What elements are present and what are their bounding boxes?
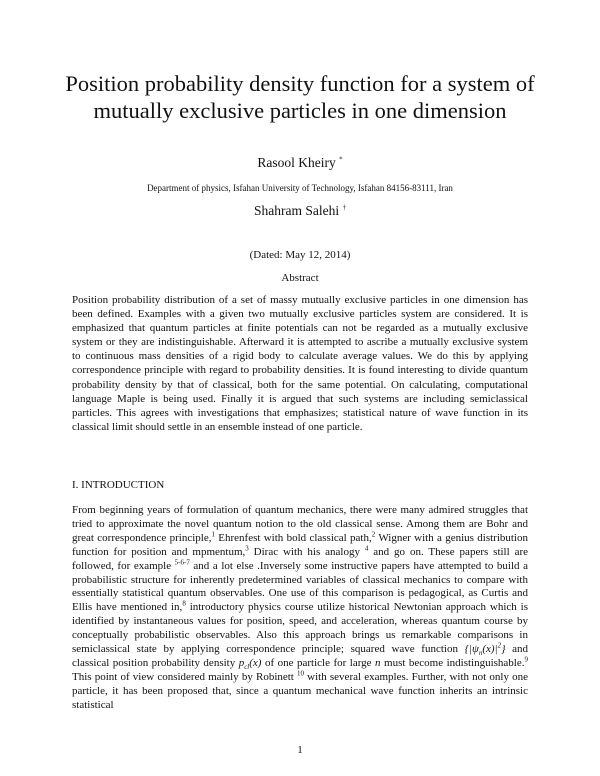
title-line-2: mutually exclusive particles in one dimension [93, 98, 507, 123]
citation-ref: 1 [211, 530, 215, 539]
introduction-body [72, 504, 528, 713]
introduction-paragraph: From beginning years of formulation of quantum mechanics, there were many admired struggles that tried to approximate the novel quantum notion to the old classical sense. Among them are Bohr and great correspondence principle,$^1$ Ehrenfest with bold classical path,$^2$ Wigner with a genius distribution function for position and mpmentum,$^3$ Dirac with his analogy $^4$ and go on. These papers still are followed, for example $^{5-6-7}$ and a lot else .Inversely some instructive papers have attempted to build a probabilistic structure for inherently predetermined variables of classical mechanics to compare with essentially statistical quantum observables. One use of this comparison is pedagogical, as Curtis and Ellis have mentioned in,$^8$ introductory physics course utilize historical Newtonian approach which is identified by instantaneous values for position, speed, and acceleration, whereas quantum course by conceptually probabilistic observables. Also this approach brings us remarkable comparisons in semiclassical state by applying correspondence principle; squared wave function $\{|\psi_n(x)|^2\}$ and classical position probability density $p_{cl}(x)$ of one particle for large n must become indistinguishable.$^9$ This point of view considered mainly by Robinett $^{10}$ with several examples. Further, with not only one particle, it has been proposed that, since a quantum mechanical wave function inherits an intrinsic statistical [72, 504, 528, 711]
abstract-heading: Abstract [281, 272, 319, 284]
page-number: 1 [297, 744, 303, 756]
section-heading: I. INTRODUCTION [72, 479, 165, 491]
citation-ref: 2 [371, 530, 376, 539]
author-1-name: Rasool Kheiry [257, 155, 336, 170]
affiliation: Department of physics, Isfahan University of Technology, Isfahan 84156-83111, Iran [147, 183, 453, 193]
date-line: (Dated: May 12, 2014) [249, 249, 351, 261]
citation-ref: 10 [297, 669, 305, 678]
citation-ref: 8 [182, 599, 186, 608]
citation-ref: 4 [364, 544, 369, 553]
author-1-mark: * [339, 155, 343, 164]
citation-ref: 3 [245, 544, 249, 553]
title-line-1: Position probability density function for a system of [65, 71, 535, 96]
author-2-name: Shahram Salehi [254, 203, 340, 218]
paper-title [40, 70, 560, 124]
math-classical-density: $p_{cl}(x)$ [238, 656, 262, 672]
math-wavefunction: $\{|\psi_n(x)|^2\}$ [464, 641, 506, 658]
author-1 [0, 155, 600, 171]
author-2 [0, 203, 600, 219]
abstract-text: Position probability distribution of a set of massy mutually exclusive particles in one dimension has been defined. Examples with a given two mutually exclusive particles system are considered. It is emphasized that quantum particles at finite potentials can not be regarded as a mutually exclusive system or they are indistinguishable. Afterward it is attempted to ascribe a mutually exclusive system to continuous mass densities of a rigid body to calculate average values. We do this by applying correspondence principle with regard to probability densities. It is found interesting to divide quantum probability density by that of classical, both for the same potential. On calculating, computational language Maple is being used. Finally it is argued that such systems are including semiclassical particles. This agrees with investigations that emphasizes; statistical nature of wave function in its classical limit should settle in an ensemble instead of one particle. [72, 294, 528, 433]
author-2-mark: † [342, 203, 346, 212]
citation-ref: 5-6-7 [174, 557, 190, 566]
citation-ref: 9 [524, 655, 528, 664]
math-n: n [375, 656, 381, 669]
